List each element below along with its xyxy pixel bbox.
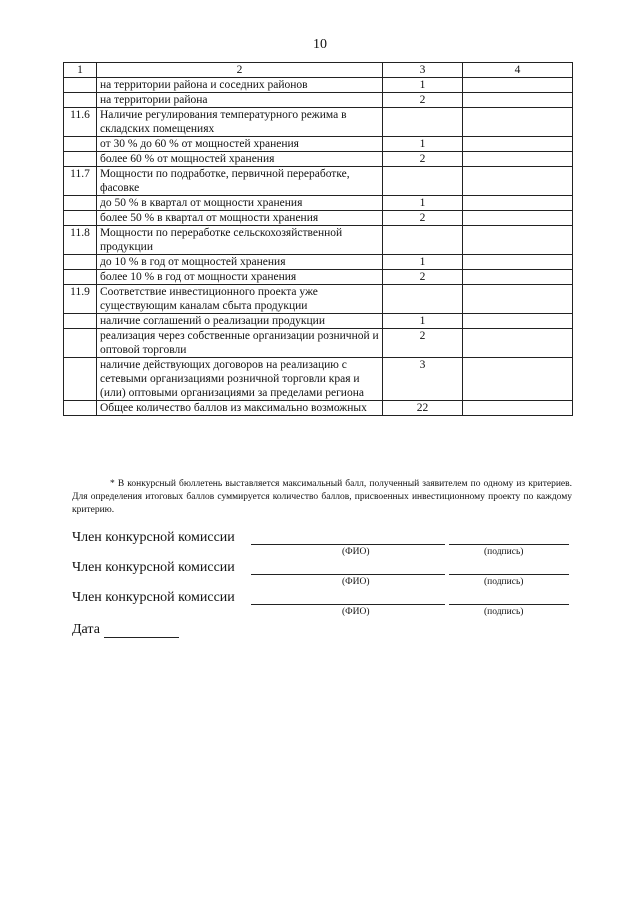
result-cell	[463, 329, 573, 358]
criterion-text: на территории района и соседних районов	[97, 78, 383, 93]
date-label: Дата	[72, 622, 100, 637]
criterion-number	[64, 358, 97, 401]
criterion-number: 11.8	[64, 226, 97, 255]
score-cell: 2	[383, 93, 463, 108]
result-cell	[463, 226, 573, 255]
table-row	[64, 358, 573, 401]
table-header-row	[64, 63, 573, 78]
criterion-text: Мощности по подработке, первичной переработке, фасовке	[97, 167, 383, 196]
score-cell: 3	[383, 358, 463, 401]
score-cell: 22	[383, 401, 463, 416]
fio-line	[251, 604, 445, 605]
criterion-number	[64, 314, 97, 329]
result-cell	[463, 314, 573, 329]
table-row	[64, 401, 573, 416]
criterion-number: 11.7	[64, 167, 97, 196]
score-cell	[383, 167, 463, 196]
table-row	[64, 314, 573, 329]
criterion-text: до 10 % в год от мощностей хранения	[97, 255, 383, 270]
score-cell: 2	[383, 329, 463, 358]
column-header: 4	[463, 63, 573, 78]
criterion-text: Мощности по переработке сельскохозяйственной продукции	[97, 226, 383, 255]
result-cell	[463, 285, 573, 314]
result-cell	[463, 255, 573, 270]
result-cell	[463, 78, 573, 93]
criterion-number: 11.6	[64, 108, 97, 137]
criterion-number	[64, 255, 97, 270]
fio-line	[251, 544, 445, 545]
signature-row	[72, 560, 572, 590]
result-cell	[463, 358, 573, 401]
score-cell: 2	[383, 211, 463, 226]
table-row	[64, 211, 573, 226]
criterion-number	[64, 270, 97, 285]
date-row	[72, 622, 179, 638]
criterion-text: до 50 % в квартал от мощности хранения	[97, 196, 383, 211]
table-row	[64, 226, 573, 255]
fio-caption: (ФИО)	[342, 577, 370, 587]
criterion-number	[64, 152, 97, 167]
criteria-table	[63, 62, 573, 416]
signature-caption: (подпись)	[484, 577, 524, 587]
fio-line	[251, 574, 445, 575]
criterion-text: Наличие регулирования температурного режима в складских помещениях	[97, 108, 383, 137]
score-cell: 1	[383, 314, 463, 329]
signature-line	[449, 604, 569, 605]
criterion-number	[64, 329, 97, 358]
score-cell: 1	[383, 78, 463, 93]
signature-row	[72, 590, 572, 620]
table-row	[64, 255, 573, 270]
signature-label: Член конкурсной комиссии	[72, 530, 235, 545]
table-row	[64, 167, 573, 196]
signature-caption: (подпись)	[484, 607, 524, 617]
signature-row	[72, 530, 572, 560]
criterion-text: более 50 % в квартал от мощности хранения	[97, 211, 383, 226]
score-cell	[383, 226, 463, 255]
score-cell: 1	[383, 255, 463, 270]
fio-caption: (ФИО)	[342, 607, 370, 617]
criterion-number	[64, 137, 97, 152]
score-cell	[383, 285, 463, 314]
result-cell	[463, 211, 573, 226]
result-cell	[463, 401, 573, 416]
result-cell	[463, 137, 573, 152]
result-cell	[463, 270, 573, 285]
table-row	[64, 137, 573, 152]
criterion-text: Общее количество баллов из максимально возможных	[97, 401, 383, 416]
score-cell: 1	[383, 137, 463, 152]
criterion-text: более 10 % в год от мощности хранения	[97, 270, 383, 285]
table-row	[64, 196, 573, 211]
table-row	[64, 93, 573, 108]
criterion-text: на территории района	[97, 93, 383, 108]
criterion-number	[64, 93, 97, 108]
column-header: 1	[64, 63, 97, 78]
criterion-text: наличие действующих договоров на реализацию с сетевыми организациями розничной торговли края и (или) оптовыми организациями за пределами региона	[97, 358, 383, 401]
score-cell	[383, 108, 463, 137]
criterion-number	[64, 211, 97, 226]
fio-caption: (ФИО)	[342, 547, 370, 557]
result-cell	[463, 196, 573, 211]
signature-label: Член конкурсной комиссии	[72, 590, 235, 605]
result-cell	[463, 167, 573, 196]
score-cell: 1	[383, 196, 463, 211]
score-cell: 2	[383, 152, 463, 167]
criterion-text: реализация через собственные организации розничной и оптовой торговли	[97, 329, 383, 358]
criterion-number	[64, 196, 97, 211]
result-cell	[463, 93, 573, 108]
table-row	[64, 270, 573, 285]
criterion-number: 11.9	[64, 285, 97, 314]
signature-line	[449, 574, 569, 575]
page-number: 10	[313, 37, 327, 52]
signature-label: Член конкурсной комиссии	[72, 560, 235, 575]
criterion-text: более 60 % от мощностей хранения	[97, 152, 383, 167]
criterion-text: наличие соглашений о реализации продукции	[97, 314, 383, 329]
criterion-number	[64, 78, 97, 93]
table-row	[64, 78, 573, 93]
table-row	[64, 152, 573, 167]
table-row	[64, 329, 573, 358]
criterion-text: от 30 % до 60 % от мощностей хранения	[97, 137, 383, 152]
result-cell	[463, 152, 573, 167]
table-row	[64, 285, 573, 314]
signature-caption: (подпись)	[484, 547, 524, 557]
signature-line	[449, 544, 569, 545]
criterion-text: Соответствие инвестиционного проекта уже существующим каналам сбыта продукции	[97, 285, 383, 314]
score-cell: 2	[383, 270, 463, 285]
footnote	[72, 478, 572, 517]
column-header: 2	[97, 63, 383, 78]
column-header: 3	[383, 63, 463, 78]
criterion-number	[64, 401, 97, 416]
date-line	[104, 623, 179, 638]
footnote-text: * В конкурсный бюллетень выставляется максимальный балл, полученный заявителем по одному из критериев. Для определения итоговых баллов суммируется количество баллов, присвоенных инвестиционному проекту по каждому критерию.	[72, 479, 572, 515]
result-cell	[463, 108, 573, 137]
table-row	[64, 108, 573, 137]
